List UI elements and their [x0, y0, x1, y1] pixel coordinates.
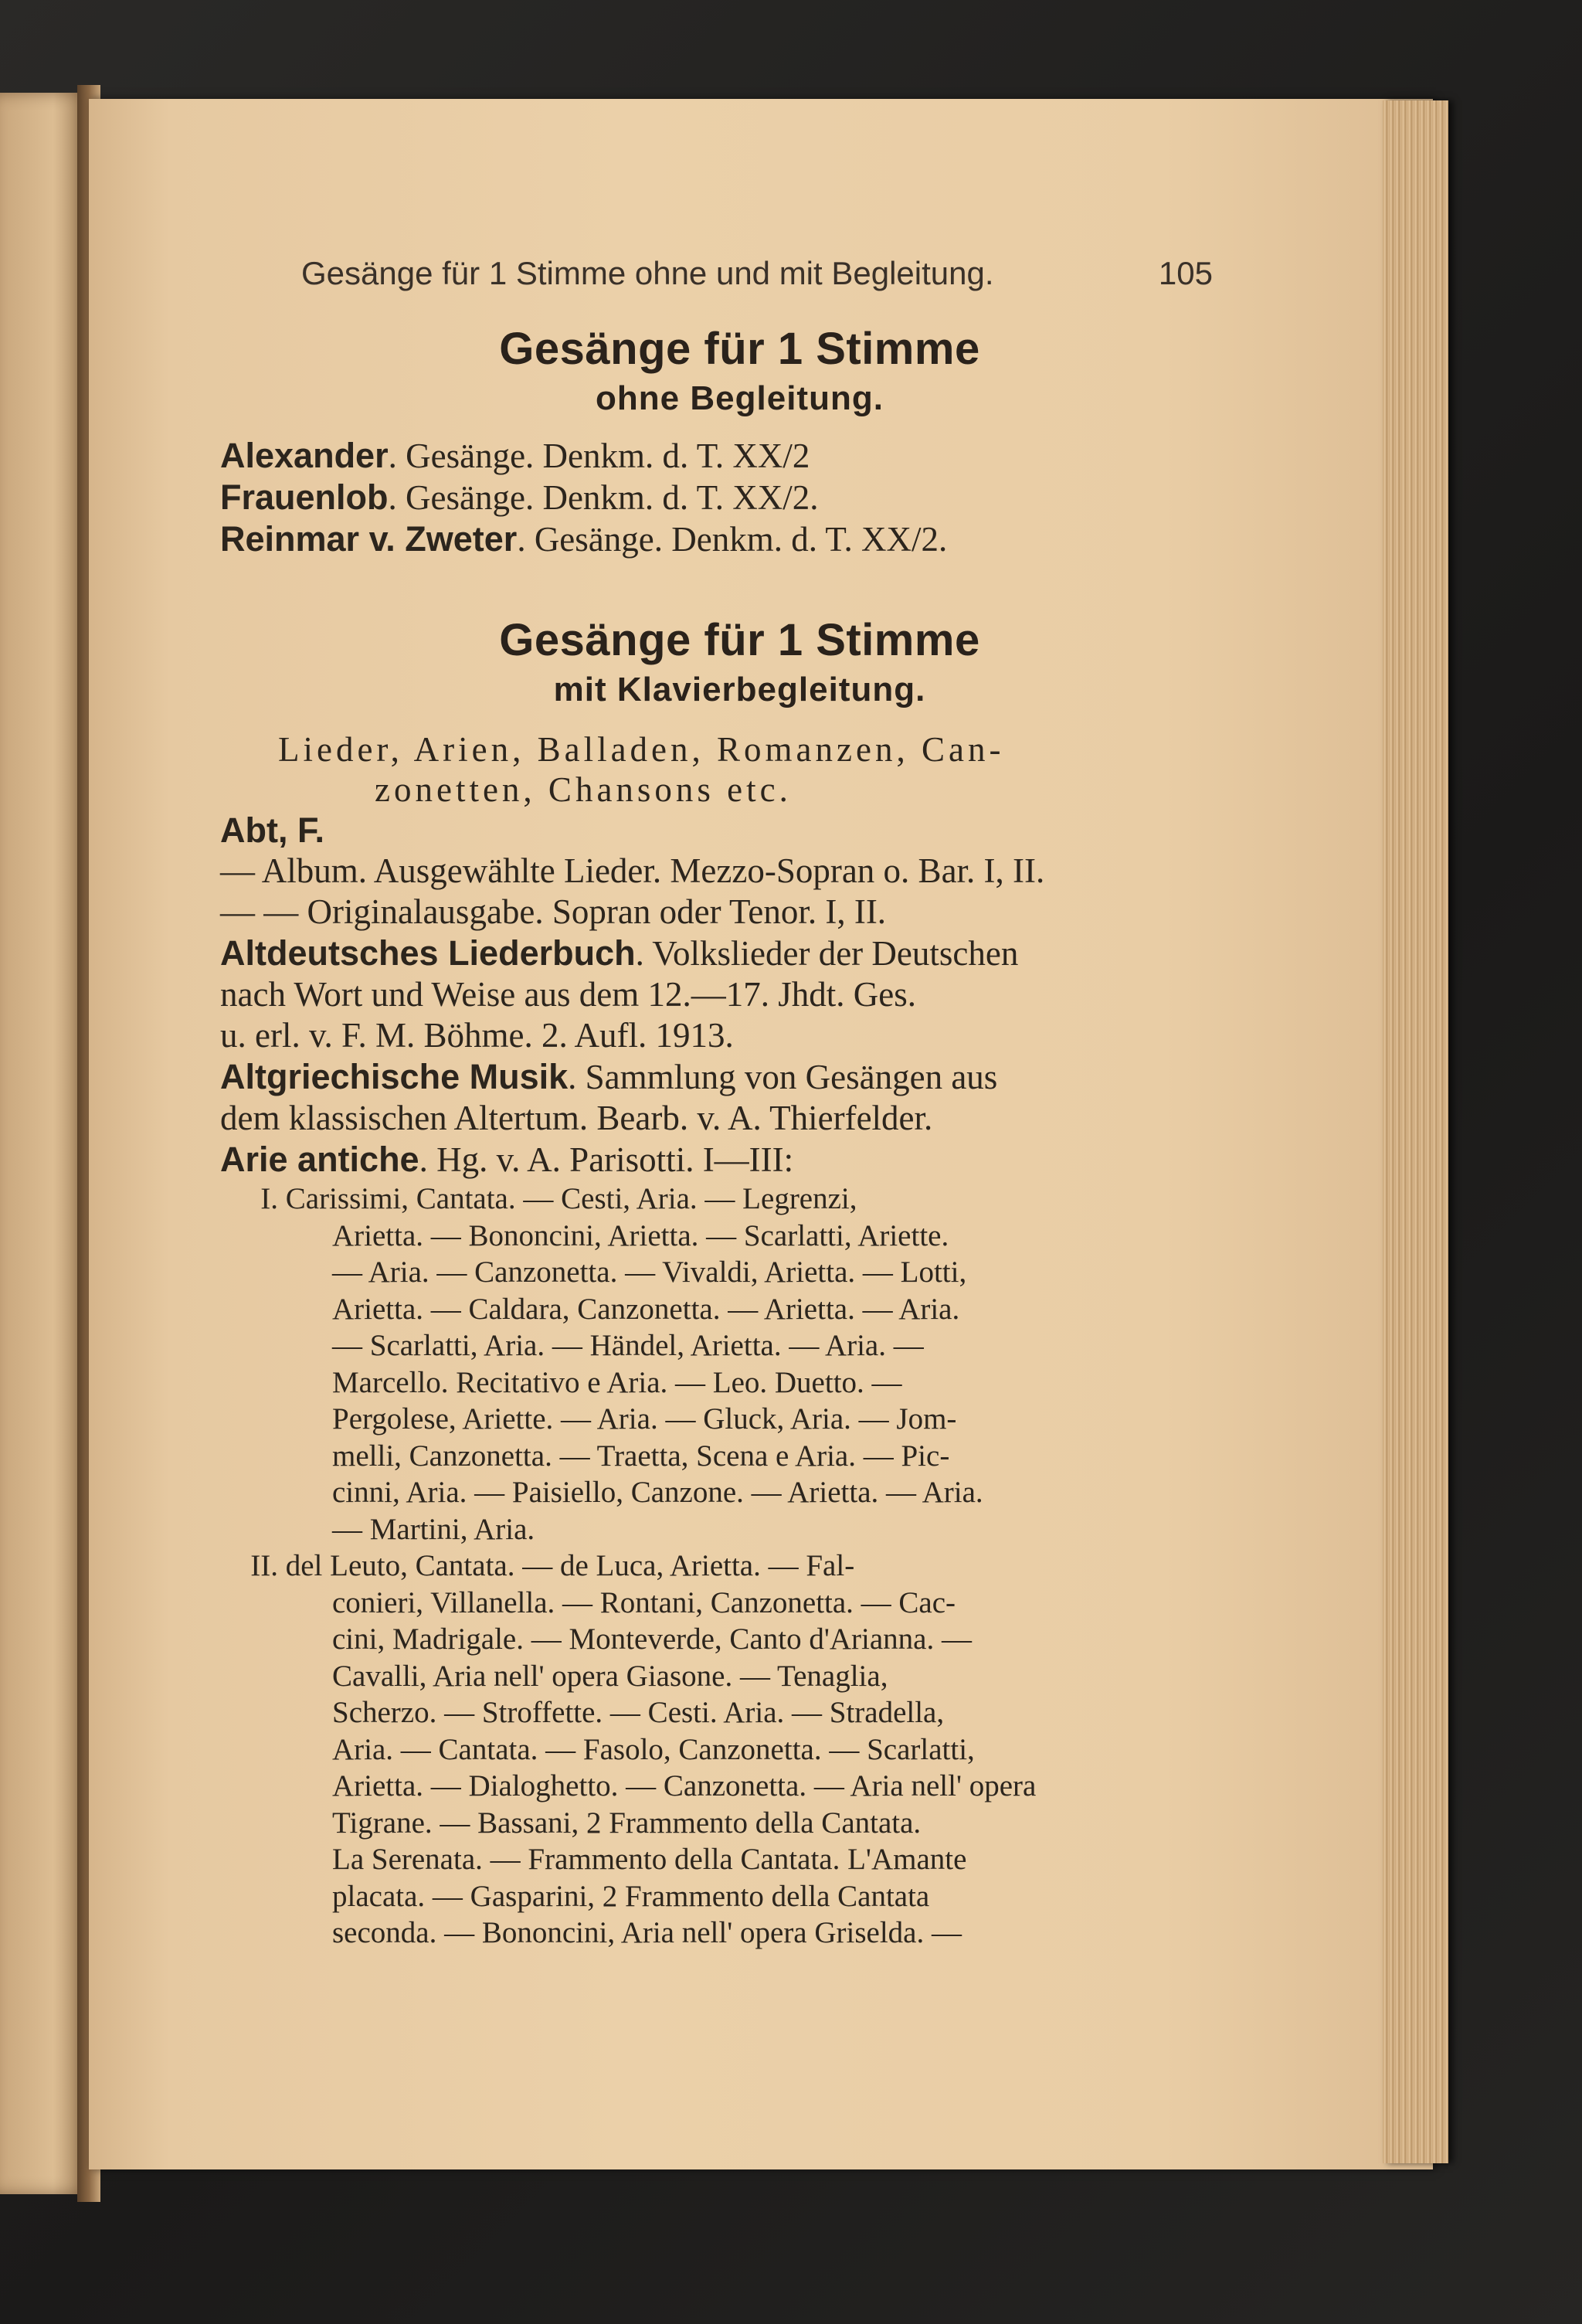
entry-text: . Gesänge. Denkm. d. T. XX/2.: [517, 520, 948, 559]
page-edges: [1383, 100, 1448, 2163]
volume-line: Scherzo. — Stroffette. — Cesti. Aria. — Stradella,: [332, 1696, 945, 1729]
volume-line: Arietta. — Caldara, Canzonetta. — Arietta. — Aria.: [332, 1292, 960, 1326]
volume-text: del Leuto, Cantata. — de Luca, Arietta. — Fal-: [285, 1549, 855, 1582]
section-heading-ohne: Gesänge für 1 Stimme: [499, 324, 980, 374]
volume-2: [220, 1548, 1213, 1952]
entry-abt-line: — — Originalausgabe. Sopran oder Tenor. I, II.: [220, 892, 887, 931]
entry-frauenlob: [220, 477, 1213, 518]
volume-line: cini, Madrigale. — Monteverde, Canto d'Arianna. —: [332, 1622, 972, 1656]
entry-continuation: dem klassischen Altertum. Bearb. v. A. Thierfelder.: [220, 1099, 933, 1137]
entry-reinmar: [220, 518, 1213, 560]
volume-line: — Aria. — Canzonetta. — Vivaldi, Arietta. — Lotti,: [332, 1255, 967, 1289]
intro-line-1: Lieder, Arien, Balladen, Romanzen, Can-: [278, 730, 1005, 769]
volume-line: Marcello. Recitativo e Aria. — Leo. Duetto. —: [332, 1365, 902, 1399]
volume-label: II.: [250, 1549, 278, 1582]
volume-line: Pergolese, Ariette. — Aria. — Gluck, Aria. — Jom-: [332, 1402, 957, 1436]
volume-line: [220, 1548, 1213, 1585]
entry-name: Arie antiche: [220, 1140, 419, 1179]
entries-ohne: [220, 435, 1213, 560]
volume-line: melli, Canzonetta. — Traetta, Scena e Aria. — Pic-: [332, 1439, 950, 1473]
volume-line: Cavalli, Aria nell' opera Giasone. — Tenaglia,: [332, 1659, 888, 1693]
entry-text: . Gesänge. Denkm. d. T. XX/2: [388, 437, 810, 475]
volume-line: [220, 1181, 1213, 1218]
entry-altdeutsches: [220, 933, 1213, 974]
section-subheading-mit: mit Klavierbegleitung.: [553, 671, 926, 708]
entry-name: Altgriechische Musik: [220, 1057, 569, 1096]
volume-line: Arietta. — Bononcini, Arietta. — Scarlatti, Ariette.: [332, 1218, 949, 1252]
entry-text: . Hg. v. A. Parisotti. I—III:: [419, 1140, 794, 1179]
volume-line: Arietta. — Dialoghetto. — Canzonetta. — Aria nell' opera: [332, 1769, 1037, 1802]
volume-line: La Serenata. — Frammento della Cantata. L'Amante: [332, 1843, 967, 1876]
volume-line: Aria. — Cantata. — Fasolo, Canzonetta. — Scarlatti,: [332, 1732, 975, 1766]
left-page-edge: [0, 93, 89, 2194]
intro-line-2: zonetten, Chansons etc.: [375, 770, 792, 809]
volume-label: I.: [260, 1182, 278, 1215]
volume-line: — Martini, Aria.: [332, 1512, 535, 1546]
entry-abt-line: — Album. Ausgewählte Lieder. Mezzo-Sopran o. Bar. I, II.: [220, 851, 1045, 890]
entry-abt-name: Abt, F.: [220, 810, 324, 850]
section-heading-mit: Gesänge für 1 Stimme: [499, 615, 980, 665]
page-number: 105: [1158, 255, 1213, 291]
volume-text: Carissimi, Cantata. — Cesti, Aria. — Legrenzi,: [285, 1182, 857, 1215]
entry-text: . Sammlung von Gesängen aus: [568, 1058, 998, 1096]
volume-line: cinni, Aria. — Paisiello, Canzone. — Arietta. — Aria.: [332, 1476, 983, 1509]
entry-arie-antiche: [220, 1139, 1213, 1181]
entry-text: . Gesänge. Denkm. d. T. XX/2.: [388, 478, 819, 517]
volume-line: conieri, Villanella. — Rontani, Canzonetta. — Cac-: [332, 1585, 956, 1619]
volume-line: — Scarlatti, Aria. — Händel, Arietta. — Aria. —: [332, 1329, 924, 1362]
entry-name: Frauenlob: [220, 477, 389, 517]
entry-name: Alexander: [220, 436, 389, 475]
volume-line: placata. — Gasparini, 2 Frammento della Cantata: [332, 1879, 930, 1913]
entry-name: Reinmar v. Zweter: [220, 519, 518, 559]
entry-alexander: [220, 435, 1213, 477]
page-content: [220, 255, 1213, 1952]
volume-1: [220, 1181, 1213, 1548]
entry-altgriechische: [220, 1056, 1213, 1098]
entry-name: Altdeutsches Liederbuch: [220, 933, 636, 973]
running-head: [301, 255, 1213, 292]
section-subheading-ohne: ohne Begleitung.: [596, 379, 884, 417]
entry-continuation: u. erl. v. F. M. Böhme. 2. Aufl. 1913.: [220, 1016, 734, 1055]
volume-line: Tigrane. — Bassani, 2 Frammento della Cantata.: [332, 1806, 922, 1840]
running-head-title: Gesänge für 1 Stimme ohne und mit Begleitung.: [301, 255, 994, 291]
entry-continuation: nach Wort und Weise aus dem 12.—17. Jhdt. Ges.: [220, 975, 916, 1014]
volume-line: seconda. — Bononcini, Aria nell' opera Griselda. —: [332, 1916, 962, 1949]
entry-text: . Volkslieder der Deutschen: [635, 934, 1019, 973]
